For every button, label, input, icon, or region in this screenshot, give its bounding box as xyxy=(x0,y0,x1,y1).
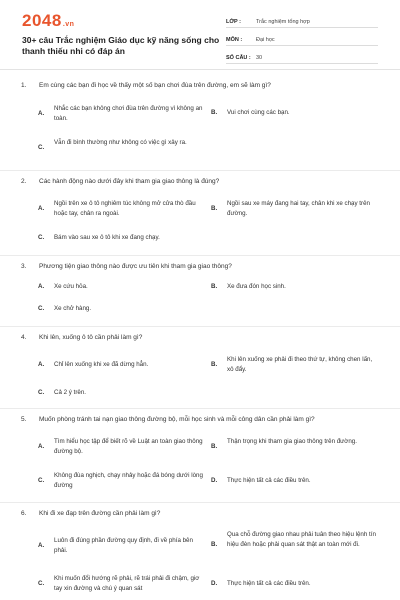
logo-text: 2048 xyxy=(22,11,62,30)
option-letter: B. xyxy=(211,109,218,116)
option-text: Nhắc các bạn không chơi đùa trên đường vì không an toàn. xyxy=(54,105,203,122)
option-c[interactable] xyxy=(38,471,208,491)
info-row-class xyxy=(226,12,378,28)
question-separator xyxy=(0,255,400,256)
option-text: Xe đưa đón học sinh. xyxy=(227,283,286,290)
info-panel xyxy=(226,12,378,66)
option-letter: C. xyxy=(38,580,45,587)
question-number: 2. xyxy=(21,178,27,185)
question-separator xyxy=(0,326,400,327)
option-letter: D. xyxy=(211,580,218,587)
info-row-count xyxy=(226,48,378,64)
question-separator xyxy=(0,408,400,409)
option-text: Qua chỗ đường giao nhau phải tuân theo hiệu lệnh tín hiệu đèn hoặc phải quan sát thật an toàn mới đi. xyxy=(227,531,376,548)
option-text: Không đùa nghịch, chạy nhảy hoặc đá bóng dưới lòng đường xyxy=(54,472,203,489)
info-label: SỐ CÂU : xyxy=(226,55,251,61)
question-stem: Em cùng các bạn đi học về thấy một số bạn chơi đùa trên đường, em sẽ làm gì? xyxy=(39,82,271,89)
option-a[interactable] xyxy=(38,536,208,556)
option-b[interactable] xyxy=(211,199,381,219)
option-text: Khi muốn đổi hướng rẽ phải, rẽ trái phải đi chậm, giơ tay xin đường và chú ý quan sát xyxy=(54,575,200,592)
option-a[interactable] xyxy=(38,104,208,124)
option-c[interactable] xyxy=(38,388,208,400)
document-title: 30+ câu Trắc nghiệm Giáo dục kỹ năng sống cho thanh thiếu nhi có đáp án xyxy=(22,35,220,56)
logo-tld: .vn xyxy=(62,21,75,28)
site-logo[interactable] xyxy=(22,11,74,31)
option-text: Bám vào sau xe ô tô khi xe đang chạy. xyxy=(54,234,160,241)
option-text: Ngồi trên xe ô tô nghiêm túc không mở cửa thò đầu hoặc tay, chân ra ngoài. xyxy=(54,200,196,217)
info-value: Trắc nghiệm tổng hợp xyxy=(256,19,310,25)
option-d[interactable] xyxy=(211,579,381,591)
option-text: Tìm hiểu học tập để biết rõ về Luật an toàn giao thông đường bộ. xyxy=(54,438,203,455)
option-a[interactable] xyxy=(38,282,208,294)
option-text: Khi lên xuống xe phải đi theo thứ tự, không chen lấn, xô đẩy. xyxy=(227,356,373,373)
question-number: 3. xyxy=(21,263,27,270)
header-divider xyxy=(0,69,400,70)
question-number: 5. xyxy=(21,416,27,423)
option-text: Xe chở hàng. xyxy=(54,305,92,312)
option-b[interactable] xyxy=(211,437,381,457)
question-stem: Muốn phòng tránh tai nạn giao thông đường bộ, mỗi học sinh và mỗi công dân cần phải làm gì? xyxy=(39,416,315,423)
option-letter: A. xyxy=(38,361,45,368)
question-text xyxy=(21,334,142,341)
option-text: Cả 2 ý trên. xyxy=(54,389,86,396)
info-label: MÔN : xyxy=(226,37,243,43)
option-letter: B. xyxy=(211,361,218,368)
option-letter: B. xyxy=(211,541,218,548)
option-letter: A. xyxy=(38,542,45,549)
option-letter: C. xyxy=(38,477,45,484)
option-letter: C. xyxy=(38,144,45,151)
question-stem: Các hành động nào dưới đây khi tham gia giao thông là đúng? xyxy=(39,178,220,185)
info-value: Đại học xyxy=(256,37,275,43)
option-text: Thận trọng khi tham gia giao thông trên đường. xyxy=(227,438,357,445)
question-text xyxy=(21,416,315,423)
option-c[interactable] xyxy=(38,574,208,594)
option-text: Luôn đi đúng phần đường quy định, đi về phía bên phải. xyxy=(54,537,193,554)
option-a[interactable] xyxy=(38,199,208,219)
option-letter: B. xyxy=(211,205,218,212)
option-text: Xe cứu hỏa. xyxy=(54,283,88,290)
option-letter: A. xyxy=(38,205,45,212)
option-c[interactable] xyxy=(38,233,238,245)
option-b[interactable] xyxy=(211,282,381,294)
info-value: 30 xyxy=(256,55,263,61)
option-a[interactable] xyxy=(38,437,208,457)
option-letter: D. xyxy=(211,477,218,484)
option-a[interactable] xyxy=(38,360,208,372)
question-separator xyxy=(0,502,400,503)
question-text xyxy=(21,263,232,270)
option-letter: C. xyxy=(38,389,45,396)
option-d[interactable] xyxy=(211,476,381,488)
question-number: 4. xyxy=(21,334,27,341)
option-c[interactable] xyxy=(38,304,208,316)
option-b[interactable] xyxy=(211,530,381,560)
question-number: 1. xyxy=(21,82,27,89)
question-number: 6. xyxy=(21,510,27,517)
option-text: Thực hiện tất cả các điều trên. xyxy=(227,477,311,484)
info-label: LỚP : xyxy=(226,19,241,25)
option-b[interactable] xyxy=(211,355,381,375)
option-letter: C. xyxy=(38,234,45,241)
option-text: Vẫn đi bình thường như không có việc gì xảy ra. xyxy=(54,139,187,146)
option-c[interactable] xyxy=(38,138,208,158)
question-stem: Khi đi xe đạp trên đường cần phải làm gì? xyxy=(39,510,161,517)
option-letter: A. xyxy=(38,283,45,290)
option-text: Vui chơi cùng các bạn. xyxy=(227,109,290,116)
option-letter: B. xyxy=(211,443,218,450)
option-b[interactable] xyxy=(211,108,381,120)
option-text: Thực hiện tất cả các điều trên. xyxy=(227,580,311,587)
info-row-subject xyxy=(226,30,378,46)
question-text xyxy=(21,510,160,517)
question-text xyxy=(21,178,219,185)
question-text xyxy=(21,82,271,89)
option-letter: B. xyxy=(211,283,218,290)
question-stem: Phương tiện giao thông nào được ưu tiên khi tham gia giao thông? xyxy=(39,263,232,270)
option-letter: A. xyxy=(38,110,45,117)
option-text: Chỉ lên xuống khi xe đã dừng hẳn. xyxy=(54,361,149,368)
option-text: Ngồi sau xe máy đang hai tay, chân khi xe chạy trên đường. xyxy=(227,200,370,217)
option-letter: A. xyxy=(38,443,45,450)
option-letter: C. xyxy=(38,305,45,312)
question-separator xyxy=(0,170,400,171)
document-header xyxy=(0,0,400,66)
question-stem: Khi lên, xuống ô tô cần phải làm gì? xyxy=(39,334,143,341)
